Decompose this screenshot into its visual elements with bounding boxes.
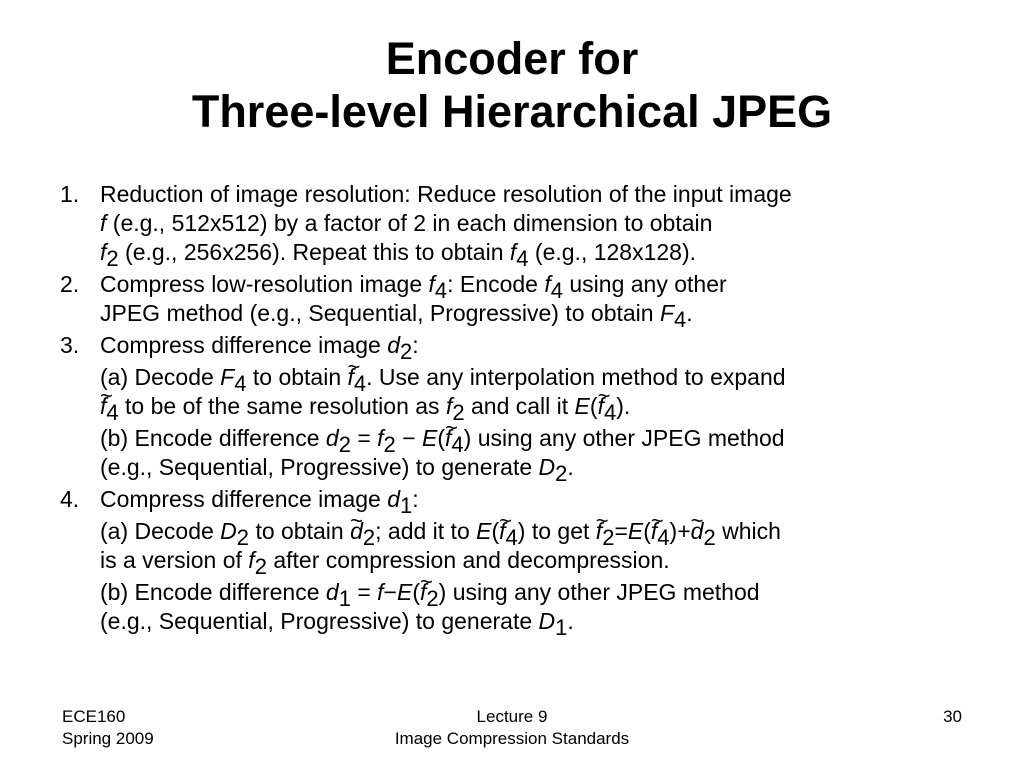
footer-topic: Image Compression Standards	[394, 729, 630, 748]
footer-lecture	[0, 706, 1024, 750]
slide-title	[0, 32, 1024, 138]
step-1	[60, 180, 980, 271]
title-line-1: Encoder for	[385, 33, 639, 84]
step-number: 3.	[60, 332, 80, 358]
step-line: (a) Decode $D_2$ to obtain ~ $d_2$; add it to E(~ $f_4$) to get ~ $f_2=E(\sim$ $f_4)+\sim$ $d_2$ which	[100, 517, 980, 546]
step-line: JPEG method (e.g., Sequential, Progressive) to obtain $F_4$.	[100, 300, 693, 332]
footer-page-number: 30	[943, 707, 962, 726]
step-line: Compress difference image $d_2$:	[100, 332, 419, 364]
step-line: (b) Encode difference $d_1$ = f−E(~ $f_2$) using any other JPEG method	[100, 578, 980, 607]
step-line: $f_2$ (e.g., 256x256). Repeat this to obtain $f_4$ (e.g., 128x128).	[100, 239, 697, 271]
step-line: (b) Encode difference $d_2 = f_2$ − E(~ $f_4$) using any other JPEG method	[100, 424, 980, 453]
footer-lecture-number: Lecture 9	[476, 707, 548, 726]
footer-course-name: ECE160	[62, 707, 126, 726]
step-4a	[60, 517, 980, 579]
step-line: is a version of $f_2$ after compression and decompression.	[100, 547, 670, 579]
step-number: 2.	[60, 271, 80, 297]
step-number: 1.	[60, 181, 80, 207]
footer-term: Spring 2009	[62, 729, 154, 748]
step-3	[60, 331, 980, 364]
step-line: Compress low-resolution image $f_4$: Encode $f_4$ using any other	[100, 271, 727, 303]
step-line: f (e.g., 512x512) by a factor of 2 in each dimension to obtain	[100, 210, 713, 236]
step-4	[60, 485, 980, 518]
step-line: (e.g., Sequential, Progressive) to generate $D_1$.	[100, 608, 574, 640]
step-line: ~ $f_4$ to be of the same resolution as $f_2$ and call it E(~ $f_4$).	[100, 392, 980, 421]
step-4b	[60, 578, 980, 640]
title-line-2: Three-level Hierarchical JPEG	[191, 86, 833, 137]
step-line: Reduction of image resolution: Reduce resolution of the input image	[100, 181, 792, 207]
slide-body	[60, 180, 980, 639]
step-3b	[60, 424, 980, 486]
step-number: 4.	[60, 486, 80, 512]
step-2	[60, 270, 980, 332]
step-3a	[60, 363, 980, 425]
step-line: Compress difference image $d_1$:	[100, 486, 419, 518]
step-line: (e.g., Sequential, Progressive) to generate $D_2$.	[100, 454, 574, 486]
step-line: (a) Decode $F_4$ to obtain ~ $f_4$. Use any interpolation method to expand	[100, 363, 980, 392]
